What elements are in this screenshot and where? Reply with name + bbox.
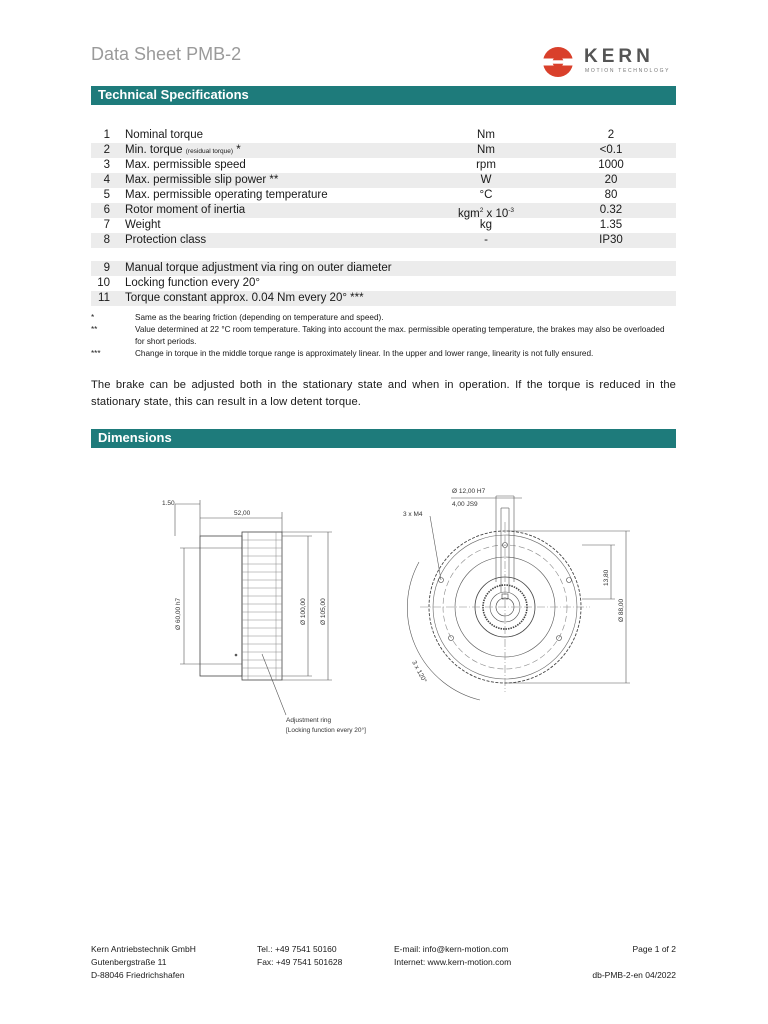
footer-page-info <box>560 943 676 982</box>
spec-row <box>91 158 676 173</box>
logo-tagline: MOTION TECHNOLOGY <box>585 68 671 74</box>
spec-unit: °C <box>479 189 493 201</box>
footer-contact <box>394 943 511 969</box>
spec-value: <0.1 <box>599 144 623 156</box>
footer-phone <box>257 943 342 969</box>
dim-60: Ø 60,00 h7 <box>175 597 182 630</box>
feature-number: 10 <box>97 277 110 289</box>
footer-city: D-88046 Friedrichshafen <box>91 970 185 980</box>
footer-street: Gutenbergstraße 11 <box>91 957 167 967</box>
description-paragraph: The brake can be adjusted both in the stationary state and when in operation. If the torque is reduced in the stationary state, this can result in a low detent torque. <box>91 379 676 408</box>
footnote <box>91 348 676 360</box>
footer-address <box>91 943 196 982</box>
page-number: Page 1 of 2 <box>632 944 676 954</box>
footer-internet: Internet: www.kern-motion.com <box>394 957 512 967</box>
spec-value: 2 <box>607 129 615 141</box>
spec-number: 4 <box>103 174 110 186</box>
footer-fax: Fax: +49 7541 501628 <box>257 957 343 967</box>
spec-label: Max. permissible operating temperature <box>125 189 328 201</box>
spec-number: 6 <box>103 204 110 216</box>
section-header-dimensions: Dimensions <box>91 429 676 448</box>
footer-email: E-mail: info@kern-motion.com <box>394 944 509 954</box>
feature-table <box>91 261 676 306</box>
dim-13-80: 13,80 <box>603 569 610 586</box>
spec-number: 7 <box>103 219 110 231</box>
document-title: Data Sheet PMB-2 <box>91 44 242 64</box>
feature-row <box>91 291 676 306</box>
spec-number: 2 <box>103 144 110 156</box>
dim-100: Ø 100,00 <box>300 598 307 625</box>
spec-value: 20 <box>604 174 618 186</box>
dim-angle: 3 x 120° <box>410 659 428 685</box>
spec-unit: Nm <box>477 129 495 141</box>
locking-function-label: [Locking function every 20°] <box>286 727 366 734</box>
adjustment-ring-label: Adjustment ring <box>286 717 332 724</box>
spec-label: Nominal torque <box>125 129 203 141</box>
spec-value: 1.35 <box>599 219 623 231</box>
logo-wordmark: KERN <box>584 46 654 67</box>
dim-12: Ø 12,00 H7 <box>452 488 486 495</box>
spec-value: 80 <box>604 189 618 201</box>
footnote <box>91 312 676 324</box>
spec-label: Rotor moment of inertia <box>125 204 246 216</box>
document-code: db-PMB-2-en 04/2022 <box>592 970 676 980</box>
footnote-mark: ** <box>91 325 98 334</box>
spec-number: 8 <box>103 234 110 246</box>
spec-label: Max. permissible slip power ** <box>125 174 279 186</box>
footer-tel: Tel.: +49 7541 50160 <box>257 944 337 954</box>
dimension-drawing <box>150 482 625 742</box>
front-view <box>403 488 630 700</box>
spec-unit-exp: -3 <box>508 207 515 214</box>
footnotes <box>91 312 676 360</box>
footnote <box>91 324 676 348</box>
spec-table <box>91 128 676 248</box>
dim-52: 52,00 <box>234 510 251 517</box>
section-header-specs: Technical Specifications <box>91 86 676 105</box>
spec-unit-factor: x 10 <box>483 207 509 220</box>
spec-row <box>91 203 676 218</box>
spec-label: Protection class <box>125 234 207 246</box>
footnote-mark: * <box>91 313 95 322</box>
spec-row <box>91 218 676 233</box>
feature-label: Torque constant approx. 0.04 Nm every 20° *** <box>125 292 364 304</box>
spec-row <box>91 128 676 143</box>
spec-row <box>91 143 676 158</box>
dim-m4: 3 x M4 <box>403 511 423 518</box>
spec-unit: - <box>484 234 488 246</box>
dim-1-50: 1.50 <box>162 500 175 507</box>
spec-label-main: Min. torque <box>125 144 183 156</box>
spec-row <box>91 188 676 203</box>
footnote-text: Same as the bearing friction (depending on temperature and speed). <box>135 313 384 322</box>
spec-unit-exp: 2 <box>479 207 484 214</box>
feature-row <box>91 261 676 276</box>
feature-label: Manual torque adjustment via ring on outer diameter <box>125 262 392 274</box>
spec-number: 1 <box>103 129 110 141</box>
dim-4: 4,00 JS9 <box>452 501 478 508</box>
spec-unit: Nm <box>477 144 495 156</box>
spec-unit: kg <box>479 219 493 231</box>
dim-105: Ø 105,00 <box>320 598 327 625</box>
spec-unit-base: kgm <box>457 207 480 220</box>
footer-company: Kern Antriebstechnik GmbH <box>91 944 196 954</box>
spec-label-note: (residual torque) <box>185 148 234 155</box>
spec-row <box>91 233 676 248</box>
kern-logo-icon <box>540 44 580 80</box>
side-view <box>162 500 366 734</box>
footnote-text: Change in torque in the middle torque range is approximately linear. In the upper and lower range, linearity is not fully ensured. <box>135 349 594 358</box>
spec-number: 3 <box>103 159 110 171</box>
feature-row <box>91 276 676 291</box>
kern-logo <box>540 44 680 80</box>
spec-label: Max. permissible speed <box>125 159 246 171</box>
footnote-text: Value determined at 22 °C room temperature. Taking into account the max. permissible operating temperature, the brakes may also be overloaded for short periods. <box>135 325 665 346</box>
spec-label <box>125 143 241 159</box>
spec-value: IP30 <box>599 234 623 246</box>
spec-label: Weight <box>125 219 161 231</box>
footnote-mark: *** <box>91 349 101 358</box>
spec-label-footnote: * <box>236 144 241 156</box>
spec-number: 5 <box>103 189 110 201</box>
spec-value: 1000 <box>598 159 624 171</box>
feature-number: 11 <box>98 292 110 304</box>
spec-unit: W <box>480 174 492 186</box>
spec-row <box>91 173 676 188</box>
spec-unit: rpm <box>476 159 496 171</box>
feature-label: Locking function every 20° <box>125 277 261 289</box>
spec-value: 0.32 <box>599 204 623 216</box>
feature-number: 9 <box>103 262 110 274</box>
dim-88: Ø 88,00 <box>618 598 625 622</box>
